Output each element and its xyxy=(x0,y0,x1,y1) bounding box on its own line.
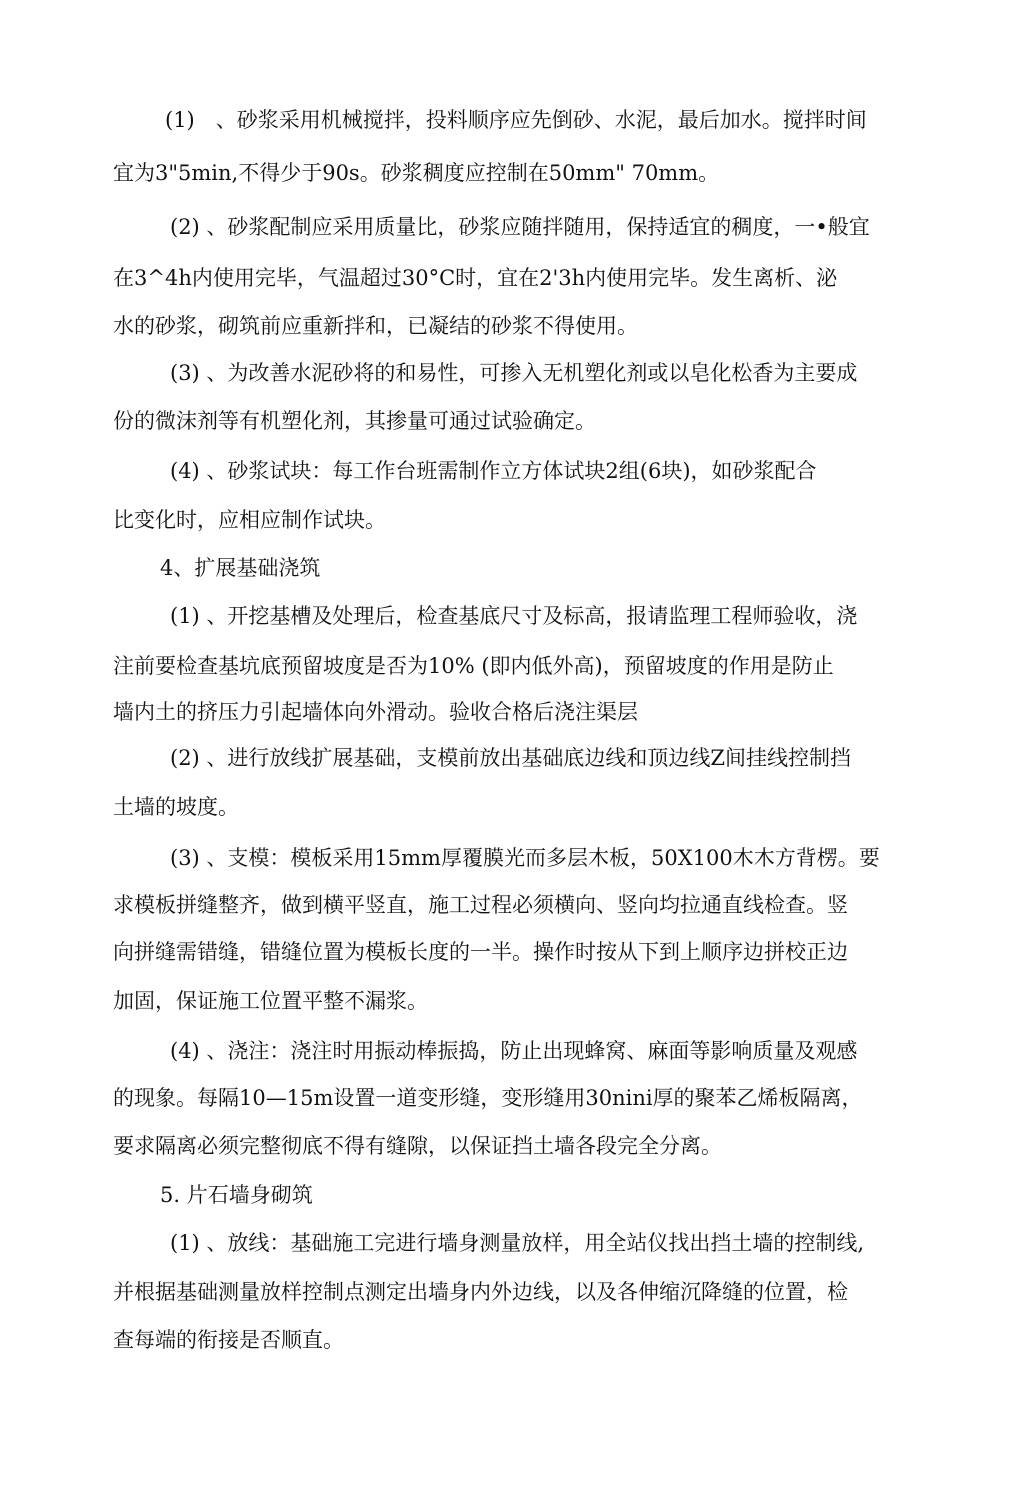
text-line: 土墙的坡度。 xyxy=(113,795,239,819)
section-heading: 5. 片石墙身砌筑 xyxy=(160,1183,313,1207)
text-line: 加固，保证施工位置平整不漏浆。 xyxy=(113,989,428,1013)
text-line: 水的砂浆，砌筑前应重新拌和，已凝结的砂浆不得使用。 xyxy=(113,314,638,338)
text-line: 在3^4h内使用完毕，气温超过30°C时，宜在2'3h内使用完毕。发生离析、泌 xyxy=(113,266,838,290)
text-line: (3) 、支模：模板采用15mm厚覆膜光而多层木板，50X100木木方背楞。要 xyxy=(170,846,880,870)
text-line: (1) 、砂浆采用机械搅拌，投料顺序应先倒砂、水泥，最后加水。搅拌时间 xyxy=(165,108,867,132)
text-line: 注前要检查基坑底预留坡度是否为10% (即内低外高)，预留坡度的作用是防止 xyxy=(113,654,834,678)
text-line: 宜为3"5min,不得少于90s。砂浆稠度应控制在50mm" 70mm。 xyxy=(113,161,720,185)
text-line: (4) 、砂浆试块：每工作台班需制作立方体试块2组(6块)，如砂浆配合 xyxy=(170,459,817,483)
text-line: (2) 、砂浆配制应采用质量比，砂浆应随拌随用，保持适宜的稠度，一•般宜 xyxy=(170,215,870,239)
text-line: (4) 、浇注：浇注时用振动棒振捣，防止出现蜂窝、麻面等影响质量及观感 xyxy=(170,1039,858,1063)
text-line: 并根据基础测量放样控制点测定出墙身内外边线，以及各伸缩沉降缝的位置，检 xyxy=(113,1280,848,1304)
text-line: 份的微沫剂等有机塑化剂，其掺量可通过试验确定。 xyxy=(113,409,596,433)
text-line: 比变化时，应相应制作试块。 xyxy=(113,508,386,532)
section-heading: 4、扩展基础浇筑 xyxy=(160,556,321,580)
text-line: 查每端的衔接是否顺直。 xyxy=(113,1328,344,1352)
text-line: 求模板拼缝整齐，做到横平竖直，施工过程必须横向、竖向均拉通直线检查。竖 xyxy=(113,893,848,917)
text-line: 要求隔离必须完整彻底不得有缝隙，以保证挡土墙各段完全分离。 xyxy=(113,1134,722,1158)
text-line: (1) 、放线：基础施工完进行墙身测量放样，用全站仪找出挡土墙的控制线, xyxy=(170,1231,865,1255)
text-line: (3) 、为改善水泥砂将的和易性，可掺入无机塑化剂或以皂化松香为主要成 xyxy=(170,361,858,385)
text-line: (1) 、开挖基槽及处理后，检查基底尺寸及标高，报请监理工程师验收，浇 xyxy=(170,604,858,628)
text-line: 墙内土的挤压力引起墙体向外滑动。验收合格后浇注渠层 xyxy=(113,700,638,724)
text-line: (2) 、进行放线扩展基础，支模前放出基础底边线和顶边线Z间挂线控制挡 xyxy=(170,746,852,770)
text-line: 向拼缝需错缝，错缝位置为模板长度的一半。操作时按从下到上顺序边拼校正边 xyxy=(113,940,848,964)
text-line: 的现象。每隔10—15m设置一道变形缝，变形缝用30nini厚的聚苯乙烯板隔离， xyxy=(113,1086,863,1110)
